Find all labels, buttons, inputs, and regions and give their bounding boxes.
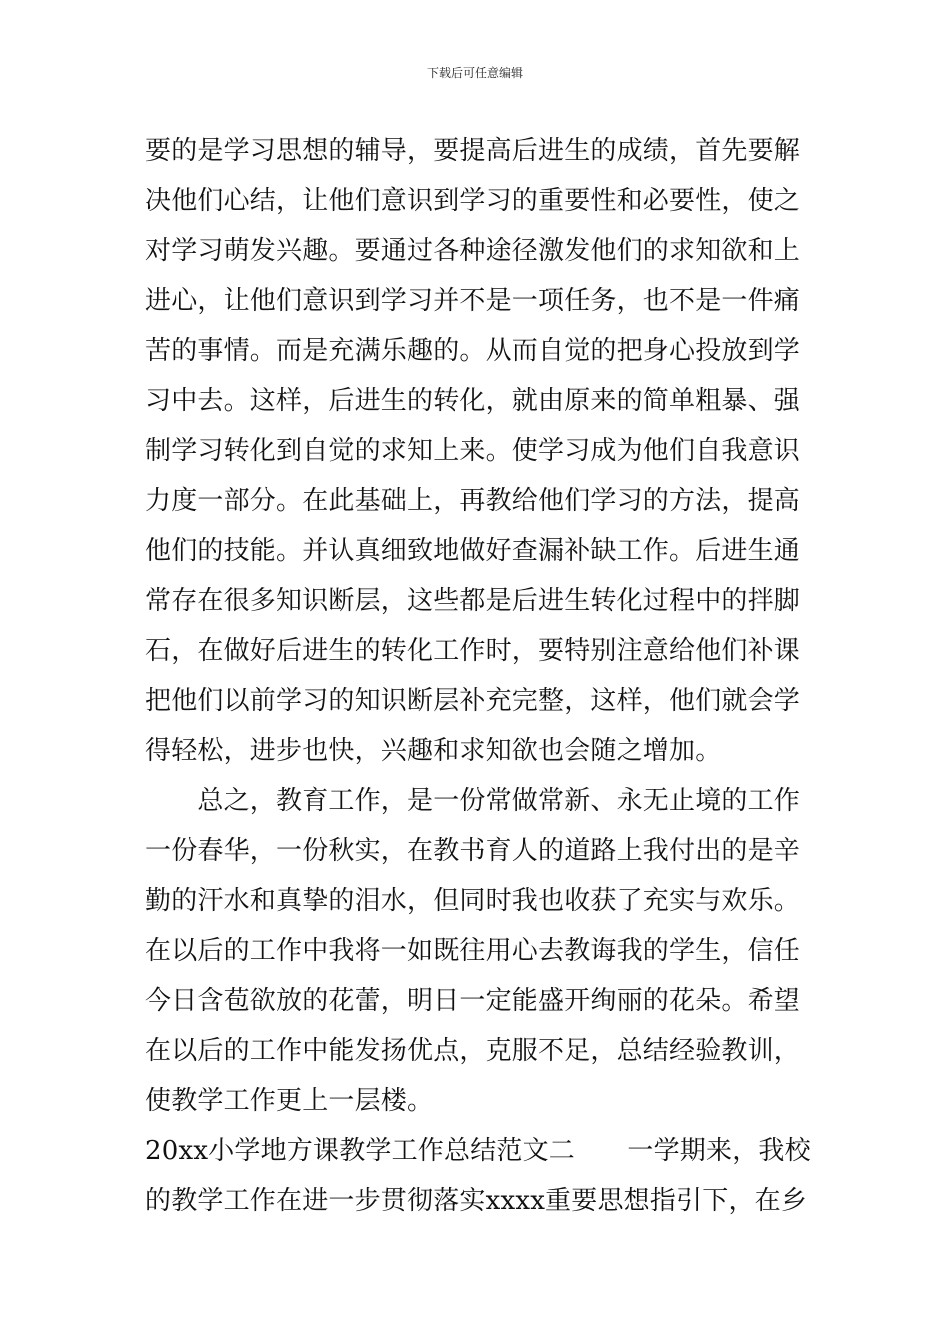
text-line: 把他们以前学习的知识断层补充完整，这样，他们就会学 <box>145 686 801 716</box>
text-line: 在以后的工作中能发扬优点，克服不足，总结经验教训， <box>145 1036 801 1066</box>
text-line: 制学习转化到自觉的求知上来。使学习成为他们自我意识 <box>145 436 801 466</box>
page-header: 下载后可任意编辑 <box>426 66 523 80</box>
text-line: 力度一部分。在此基础上，再教给他们学习的方法，提高 <box>145 486 801 516</box>
document-body <box>145 126 825 1226</box>
text-line: 他们的技能。并认真细致地做好查漏补缺工作。后进生通 <box>145 536 801 566</box>
text-line: 20xx小学地方课教学工作总结范文二 一学期来，我校 <box>145 1136 811 1166</box>
text-line: 习中去。这样，后进生的转化，就由原来的简单粗暴、强 <box>145 386 801 416</box>
text-line: 得轻松，进步也快，兴趣和求知欲也会随之增加。 <box>145 736 722 766</box>
text-line: 今日含苞欲放的花蕾，明日一定能盛开绚丽的花朵。希望 <box>145 986 801 1016</box>
text-line: 一份春华，一份秋实，在教书育人的道路上我付出的是辛 <box>145 836 801 866</box>
text-line: 决他们心结，让他们意识到学习的重要性和必要性，使之 <box>145 186 801 216</box>
text-line: 对学习萌发兴趣。要通过各种途径激发他们的求知欲和上 <box>145 236 801 266</box>
text-line: 总之，教育工作，是一份常做常新、永无止境的工作 <box>145 786 801 816</box>
text-line: 要的是学习思想的辅导，要提高后进生的成绩，首先要解 <box>145 136 801 166</box>
text-line: 常存在很多知识断层，这些都是后进生转化过程中的拌脚 <box>145 586 801 616</box>
text-line: 在以后的工作中我将一如既往用心去教诲我的学生，信任 <box>145 936 801 966</box>
text-line: 苦的事情。而是充满乐趣的。从而自觉的把身心投放到学 <box>145 336 801 366</box>
text-line: 使教学工作更上一层楼。 <box>145 1086 434 1116</box>
text-line: 石，在做好后进生的转化工作时，要特别注意给他们补课 <box>145 636 801 666</box>
text-line: 进心，让他们意识到学习并不是一项任务，也不是一件痛 <box>145 286 801 316</box>
text-line: 的教学工作在进一步贯彻落实xxxx重要思想指引下，在乡 <box>145 1186 808 1216</box>
text-line: 勤的汗水和真挚的泪水，但同时我也收获了充实与欢乐。 <box>145 886 801 916</box>
